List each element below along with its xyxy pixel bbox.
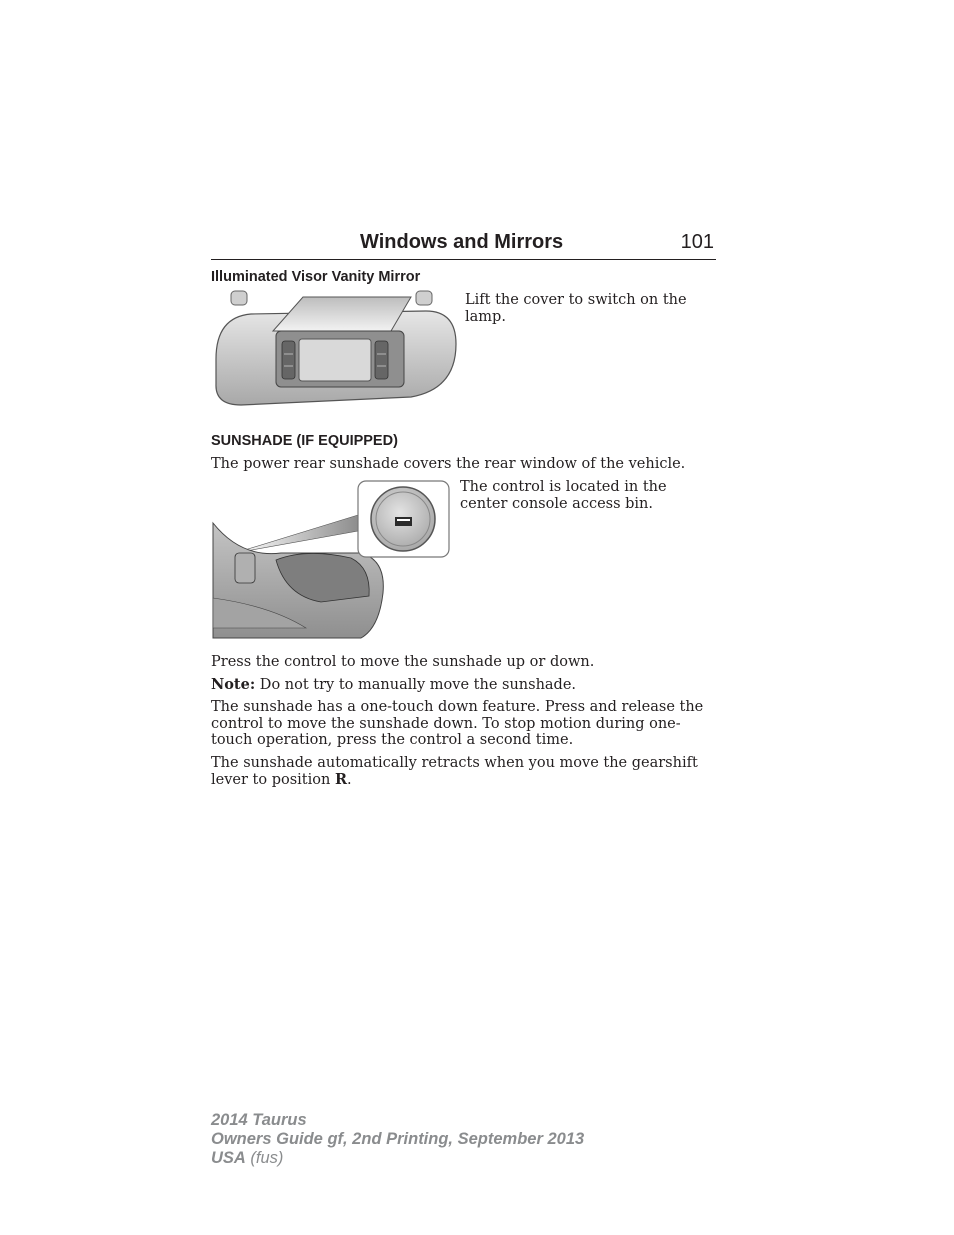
retract-end: . [347,771,352,788]
footer-region-code: (fus) [245,1149,284,1167]
page-footer [211,1111,584,1168]
chapter-title: Windows and Mirrors [360,231,564,253]
visor-mirror-heading: Illuminated Visor Vanity Mirror [211,269,421,285]
page-header [211,229,716,260]
footer-region-main: USA [211,1149,246,1167]
sunshade-control-illustration [211,478,456,643]
footer-printing: Owners Guide gf, 2nd Printing, September 2013 [211,1130,585,1148]
page-number: 101 [680,231,714,253]
note-text: Do not try to manually move the sunshade. [255,677,577,693]
retract-text: The sunshade automatically retracts when you move the gearshift lever to position [211,755,698,788]
visor-mirror-illustration [211,289,461,409]
sunshade-heading: SUNSHADE (IF EQUIPPED) [211,433,398,449]
sunshade-intro: The power rear sunshade covers the rear window of the vehicle. [211,456,686,472]
sunshade-control-caption: The control is located in the center console access bin. [460,479,667,512]
note-label: Note: [211,676,256,693]
sunshade-retract-text [211,755,706,788]
footer-model: 2014 Taurus [211,1111,307,1129]
footer-region [211,1149,584,1168]
sunshade-one-touch-text: The sunshade has a one-touch down feature. Press and release the control to move the sunshade down. To stop motion during one-touch operation, press the control a second time. [211,699,704,748]
sunshade-note [211,677,711,694]
sunshade-press-text: Press the control to move the sunshade up or down. [211,654,595,670]
visor-mirror-caption: Lift the cover to switch on the lamp. [465,292,687,325]
gear-position: R [334,770,347,788]
